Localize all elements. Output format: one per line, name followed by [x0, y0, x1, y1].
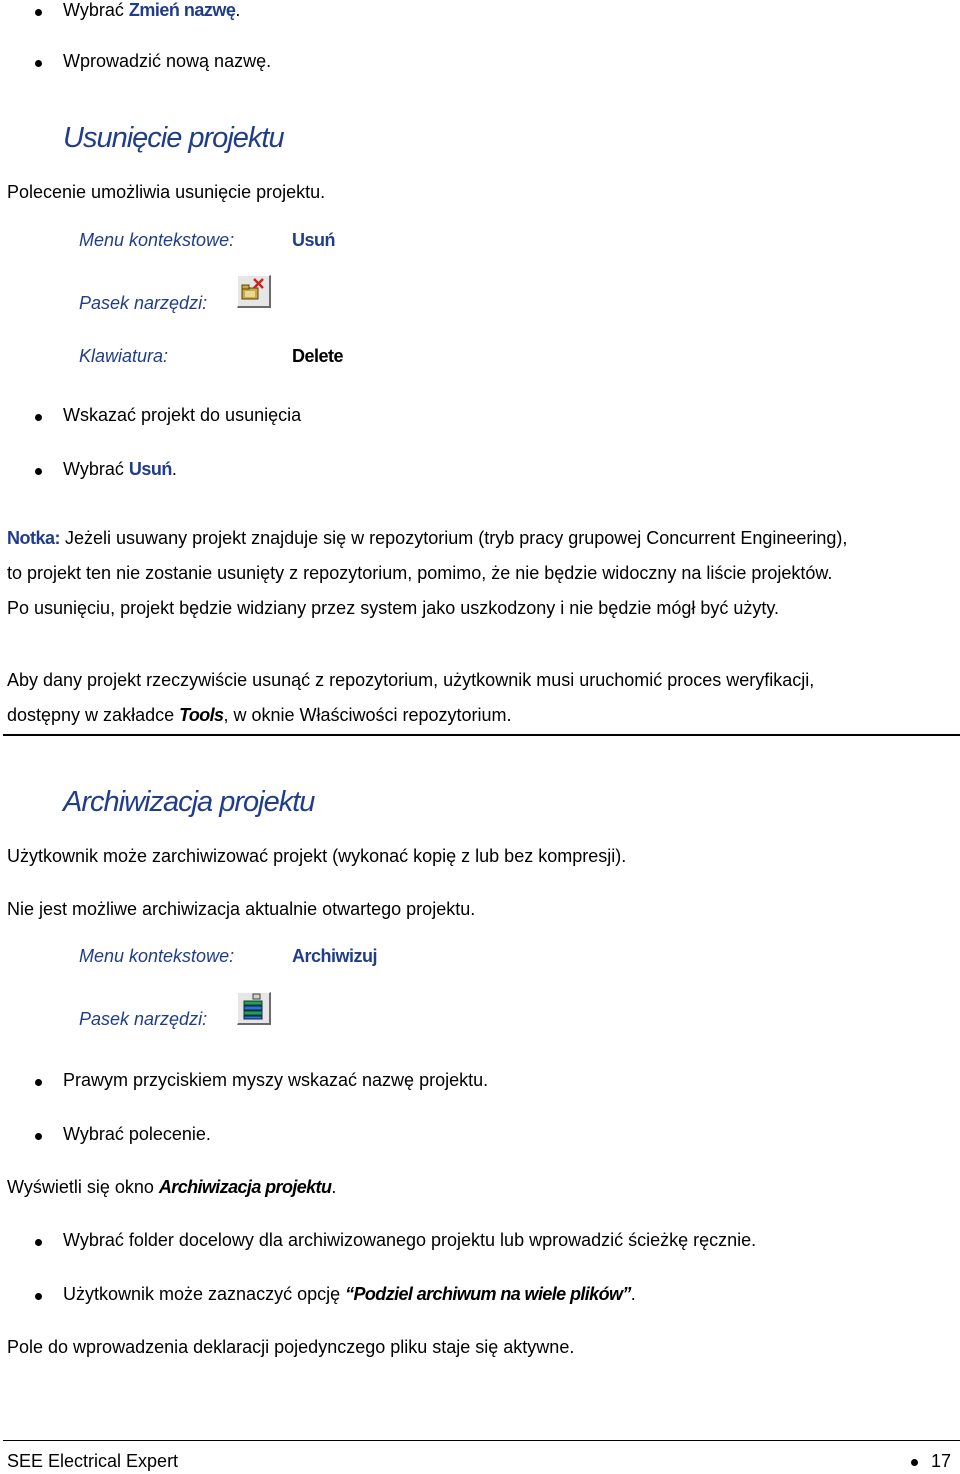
delete-command-link[interactable]: Usuń — [128, 459, 172, 479]
note-line-2: to projekt ten nie zostanie usunięty z repozytorium, pomimo, że nie będzie widoczny na liście projektów. — [7, 563, 833, 583]
bullet-dot — [35, 9, 42, 16]
bullet-dot — [35, 1079, 42, 1086]
toolbar-label: Pasek narzędzi: — [79, 293, 208, 313]
note-line-1 — [7, 521, 847, 556]
bullet-text: Wybrać — [63, 0, 129, 20]
bullet-dot — [35, 1133, 42, 1140]
footer-title: SEE Electrical Expert — [7, 1451, 179, 1471]
delete-project-icon — [238, 276, 268, 304]
bullet-item-select-project: Wskazać projekt do usunięcia — [63, 405, 302, 425]
archive-context-menu-value[interactable]: Archiwizuj — [292, 946, 378, 966]
note-line-3: Po usunięciu, projekt będzie widziany przez system jako uszkodzony i nie będzie mógł być użyty. — [7, 598, 780, 618]
paragraph-text: dostępny w zakładce — [7, 705, 180, 725]
bullet-suffix: . — [171, 459, 177, 479]
archive-window-line — [7, 1177, 336, 1198]
bullet-text: Wybrać — [63, 459, 129, 479]
bullet-text: Użytkownik może zaznaczyć opcję — [63, 1284, 346, 1304]
note-label: Notka: — [7, 528, 61, 548]
bullet-dot — [35, 414, 42, 421]
bullet-dot — [35, 468, 42, 475]
delete-context-menu-value[interactable]: Usuń — [292, 230, 335, 250]
context-menu-label: Menu kontekstowe: — [79, 230, 235, 250]
bullet-item-right-click: Prawym przyciskiem myszy wskazać nazwę projektu. — [63, 1070, 489, 1090]
split-archive-option-name: “Podziel archiwum na wiele plików” — [345, 1284, 631, 1304]
paragraph-text: , w oknie Właściwości repozytorium. — [223, 705, 512, 725]
bullet-dot — [35, 60, 42, 67]
paragraph-text: Wyświetli się okno — [7, 1177, 159, 1197]
bullet-item-choose-command: Wybrać polecenie. — [63, 1124, 211, 1144]
verification-paragraph-line-1: Aby dany projekt rzeczywiście usunąć z repozytorium, użytkownik musi uruchomić proces weryfikacji, — [7, 670, 815, 690]
bullet-item-rename — [63, 0, 240, 21]
delete-intro: Polecenie umożliwia usunięcie projektu. — [7, 182, 326, 202]
section-heading-archive: Archiwizacja projektu — [63, 786, 315, 818]
paragraph-text: . — [331, 1177, 337, 1197]
closing-line: Pole do wprowadzenia deklaracji pojedynczego pliku staje się aktywne. — [7, 1337, 575, 1357]
section-divider — [3, 734, 960, 736]
bullet-item-target-folder: Wybrać folder docelowy dla archiwizowanego projektu lub wprowadzić ścieżkę ręcznie. — [63, 1230, 757, 1250]
context-menu-label: Menu kontekstowe: — [79, 946, 235, 966]
delete-project-toolbar-button[interactable] — [237, 275, 271, 308]
footer-bullet-dot — [911, 1459, 918, 1466]
archive-window-name: Archiwizacja projektu — [158, 1177, 332, 1197]
note-text: Jeżeli usuwany projekt znajduje się w repozytorium (tryb pracy grupowej Concurrent Engineering), — [60, 528, 848, 548]
bullet-item-new-name: Wprowadzić nową nazwę. — [63, 51, 272, 71]
rename-command-link[interactable]: Zmień nazwę — [128, 0, 236, 20]
bullet-suffix: . — [630, 1284, 636, 1304]
bullet-item-choose-delete — [63, 459, 177, 480]
verification-paragraph-line-2 — [7, 698, 512, 733]
bullet-suffix: . — [235, 0, 241, 20]
archive-project-icon — [238, 993, 268, 1021]
page-number: 17 — [931, 1451, 952, 1471]
tools-tab-name: Tools — [179, 705, 224, 725]
bullet-dot — [35, 1293, 42, 1300]
bullet-item-split-option — [63, 1284, 636, 1305]
archive-intro-line-1: Użytkownik może zarchiwizować projekt (wykonać kopię z lub bez kompresji). — [7, 846, 627, 866]
delete-keyboard-shortcut: Delete — [292, 346, 344, 366]
keyboard-label: Klawiatura: — [79, 346, 169, 366]
bullet-dot — [35, 1239, 42, 1246]
section-heading-delete: Usunięcie projektu — [63, 122, 284, 154]
footer-divider — [3, 1440, 960, 1441]
archive-intro-line-2: Nie jest możliwe archiwizacja aktualnie otwartego projektu. — [7, 899, 476, 919]
toolbar-label: Pasek narzędzi: — [79, 1009, 208, 1029]
archive-project-toolbar-button[interactable] — [237, 992, 271, 1025]
